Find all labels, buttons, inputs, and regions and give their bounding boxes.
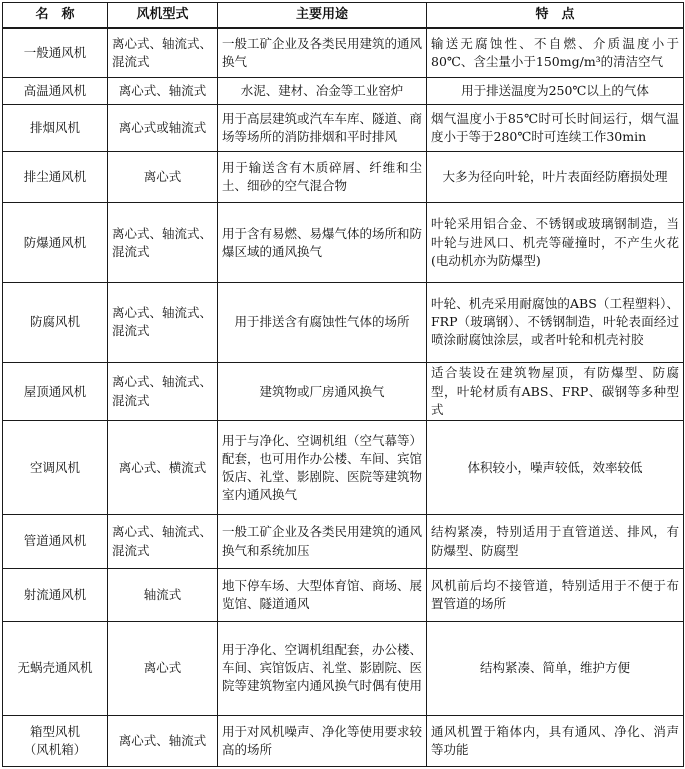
row-name <box>3 283 108 363</box>
row-name <box>3 421 108 515</box>
row-type <box>108 152 218 203</box>
row-type-text: 离心式 <box>143 660 182 676</box>
row-feature-text: 风机前后均不接管道，特别适用于不便于布置管道的场所 <box>431 577 679 611</box>
header-use: 主要用途 <box>218 3 427 29</box>
row-use <box>218 568 427 621</box>
row-name-text: 排烟风机 <box>29 120 80 136</box>
row-use-text: 用于净化、空调机组配套，办公楼、车间、宾馆饭店、礼堂、影剧院、医院等建筑物室内通风换气时偶有使用 <box>222 642 423 694</box>
table-row <box>3 77 684 105</box>
row-name-text: 高温通风机 <box>23 82 87 98</box>
row-use-text: 地下停车场、大型体育馆、商场、展览馆、隧道通风 <box>222 577 423 611</box>
row-use <box>218 515 427 568</box>
row-type <box>108 28 218 77</box>
row-name-text: 一般通风机 <box>23 44 87 60</box>
row-feature <box>427 421 684 515</box>
row-feature <box>427 105 684 152</box>
row-use <box>218 421 427 515</box>
table-header-row <box>3 3 684 29</box>
row-feature <box>427 152 684 203</box>
row-name-text: 防腐风机 <box>29 314 80 330</box>
fan-types-table <box>2 2 684 767</box>
row-use-text: 用于排送含有腐蚀性气体的场所 <box>234 314 410 330</box>
row-type-text: 离心式、轴流式、 混流式 <box>112 374 213 408</box>
table-row <box>3 28 684 77</box>
row-type <box>108 77 218 105</box>
row-feature <box>427 283 684 363</box>
row-name <box>3 77 108 105</box>
table-row <box>3 105 684 152</box>
row-type <box>108 715 218 766</box>
row-type <box>108 568 218 621</box>
row-name-text: 无蜗壳通风机 <box>17 660 93 676</box>
row-type-text: 离心式、轴流式、 混流式 <box>112 305 213 339</box>
row-name-text: 空调风机 <box>29 459 80 475</box>
table-row <box>3 715 684 766</box>
row-type-text: 离心式、轴流式、 混流式 <box>112 225 213 259</box>
row-name <box>3 152 108 203</box>
row-name-text: 射流通风机 <box>23 586 87 602</box>
row-name <box>3 362 108 421</box>
row-use <box>218 28 427 77</box>
row-feature <box>427 28 684 77</box>
table-row <box>3 421 684 515</box>
row-use-text: 水泥、建材、冶金等工业窑炉 <box>240 82 404 98</box>
row-feature <box>427 362 684 421</box>
row-feature-text: 适合装设在建筑物屋顶，有防爆型、防腐型，叶轮材质有ABS、FRP、碳钢等多种型式 <box>431 365 679 417</box>
row-feature-text: 用于排送温度为250℃以上的气体 <box>461 82 649 98</box>
row-feature-text: 大多为径向叶轮，叶片表面经防磨损处理 <box>442 169 668 185</box>
row-use-text: 用于输送含有木质碎屑、纤维和尘土、细砂的空气混合物 <box>222 160 422 194</box>
row-name <box>3 105 108 152</box>
row-name-text: 防爆通风机 <box>23 234 87 250</box>
row-feature-text: 结构紧凑，特别适用于直管道送、排风，有防爆型、防腐型 <box>431 524 679 558</box>
row-use-text: 用于高层建筑或汽车车库、隧道、商场等场所的消防排烟和平时排风 <box>222 111 423 145</box>
table-row <box>3 203 684 283</box>
row-type <box>108 105 218 152</box>
row-feature <box>427 621 684 715</box>
row-feature-text: 体积较小，噪声较低，效率较低 <box>467 459 643 475</box>
table-row <box>3 283 684 363</box>
table-row <box>3 362 684 421</box>
header-type: 风机型式 <box>108 3 218 29</box>
row-type-text: 离心式、轴流式、 混流式 <box>112 35 213 69</box>
row-feature-text: 叶轮、机壳采用耐腐蚀的ABS（工程塑料）、FRP（玻璃钢）、不锈钢制造，叶轮表面经过喷涂耐腐蚀涂层，或者叶轮和机壳衬胶 <box>431 296 679 348</box>
row-use-text: 用于对风机噪声、净化等使用要求较高的场所 <box>222 723 423 757</box>
row-feature <box>427 77 684 105</box>
row-name-text: 管道通风机 <box>23 533 87 549</box>
row-type <box>108 203 218 283</box>
row-use-text: 建筑物或厂房通风换气 <box>259 383 385 399</box>
row-feature-text: 通风机置于箱体内，具有通风、净化、消声等功能 <box>431 723 679 757</box>
row-use <box>218 105 427 152</box>
row-use <box>218 621 427 715</box>
table-row <box>3 621 684 715</box>
row-name-text: 屋顶通风机 <box>23 383 87 399</box>
row-feature-text: 结构紧凑、简单，维护方便 <box>479 660 630 676</box>
row-name <box>3 515 108 568</box>
row-feature <box>427 203 684 283</box>
row-feature <box>427 715 684 766</box>
row-type-text: 离心式、轴流式 <box>118 82 207 98</box>
row-type-text: 离心式、轴流式、 混流式 <box>112 524 213 558</box>
row-type <box>108 362 218 421</box>
row-type-text: 离心式 <box>143 169 182 185</box>
table-row <box>3 152 684 203</box>
header-feature: 特 点 <box>427 3 684 29</box>
table-row <box>3 515 684 568</box>
row-use <box>218 152 427 203</box>
row-type-text: 离心式、横流式 <box>118 459 207 475</box>
row-type <box>108 515 218 568</box>
row-use-text: 用于与净化、空调机组（空气幕等）配套，也可用作办公楼、车间、宾馆饭店、礼堂、影剧院、医院等建筑物室内通风换气 <box>222 432 423 503</box>
row-feature <box>427 515 684 568</box>
row-use <box>218 283 427 363</box>
row-type-text: 离心式或轴流式 <box>118 120 207 136</box>
row-name <box>3 621 108 715</box>
row-type <box>108 621 218 715</box>
row-feature-text: 输送无腐蚀性、不自燃、介质温度小于80℃、含尘量小于150mg/m³的清洁空气 <box>431 35 679 69</box>
row-use <box>218 362 427 421</box>
row-feature-text: 烟气温度小于85℃时可长时间运行，烟气温度小于等于280℃时可连续工作30min <box>431 111 679 145</box>
table-row <box>3 568 684 621</box>
row-name-text: 箱型风机 （风机箱） <box>23 723 87 757</box>
row-type <box>108 421 218 515</box>
row-type-text: 离心式、轴流式 <box>118 732 207 748</box>
row-name <box>3 203 108 283</box>
header-name: 名 称 <box>3 3 108 29</box>
row-name <box>3 715 108 766</box>
row-use <box>218 715 427 766</box>
row-use-text: 用于含有易燃、易爆气体的场所和防爆区域的通风换气 <box>222 225 423 259</box>
row-use-text: 一般工矿企业及各类民用建筑的通风换气 <box>222 35 423 69</box>
row-name-text: 排尘通风机 <box>23 169 87 185</box>
row-type <box>108 283 218 363</box>
row-use-text: 一般工矿企业及各类民用建筑的通风换气和系统加压 <box>222 524 423 558</box>
row-name <box>3 28 108 77</box>
row-name <box>3 568 108 621</box>
row-feature-text: 叶轮采用铝合金、不锈钢或玻璃钢制造，当叶轮与进风口、机壳等碰撞时，不产生火花(电动机亦为防爆型) <box>431 216 679 268</box>
row-feature <box>427 568 684 621</box>
row-use <box>218 203 427 283</box>
row-use <box>218 77 427 105</box>
row-type-text: 轴流式 <box>143 586 182 602</box>
